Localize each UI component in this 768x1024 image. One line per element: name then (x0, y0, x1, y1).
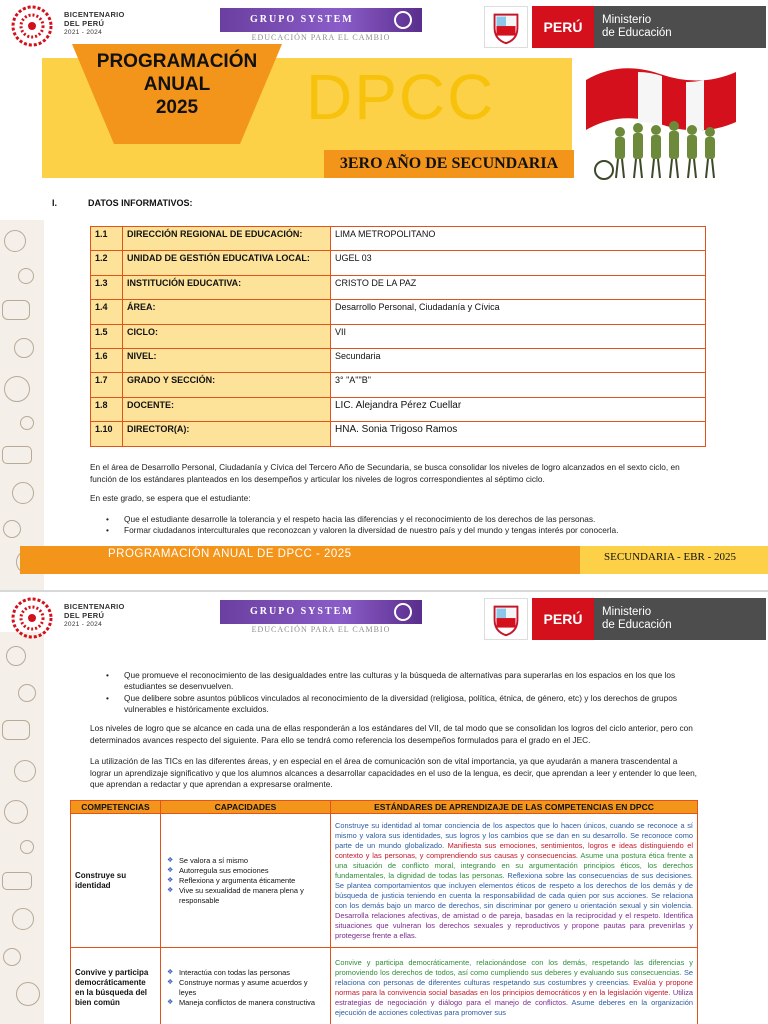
footer-right-text: SECUNDARIA - EBR - 2025 (580, 546, 768, 574)
capacidad-item: ❖ Maneja conflictos de manera constructiva (165, 998, 326, 1008)
grupo-system-name: GRUPO SYSTEM (250, 606, 354, 617)
bicentenario-text (64, 10, 125, 37)
row-label: DIRECTOR(A): (123, 422, 331, 446)
row-label: INSTITUCIÓN EDUCATIVA: (123, 275, 331, 299)
objective-bullet: • Que delibere sobre asuntos públicos vinculados al reconocimiento de la diversidad (religiosa, política, étnica, de género, etc) y los derechos de grupos vulnerables e históricamente excluidos. (90, 693, 700, 715)
ministerio-label (594, 6, 766, 48)
estandar-text (331, 948, 698, 1024)
doodle-border-decoration (0, 632, 44, 1024)
grupo-system-logo-icon (394, 11, 412, 29)
table-row (91, 397, 706, 421)
estandar-segment: Utiliza estrategias de negociación y diálogo para el manejo de conflictos. (335, 987, 693, 1007)
row-number: 1.2 (91, 251, 123, 275)
capacidad-item: ❖ Interactúa con todas las personas (165, 968, 326, 978)
row-number: 1.6 (91, 348, 123, 372)
bicentenario-years: 2021 - 2024 (64, 29, 102, 36)
grupo-system-name: GRUPO SYSTEM (250, 14, 354, 25)
row-value: HNA. Sonia Trigoso Ramos (331, 422, 706, 446)
row-number: 1.5 (91, 324, 123, 348)
subject-title: DPCC (306, 61, 496, 133)
table-row (91, 275, 706, 299)
table-row (91, 300, 706, 324)
grupo-system-banner (220, 600, 422, 624)
row-label: ÁREA: (123, 300, 331, 324)
ministerio-line-2: de Educación (602, 27, 672, 39)
ministerio-label (594, 598, 766, 640)
row-label: GRADO Y SECCIÓN: (123, 373, 331, 397)
intro-bullet: • Formar ciudadanos interculturales que reconozcan y valoren la diversidad de nuestro país y del mundo y tengas interés por conocerla. (90, 525, 706, 536)
row-number: 1.10 (91, 422, 123, 446)
estandar-segment: Asume una postura ética frente a una situación de conflicto moral, integrando en su argumentación principios éticos, los derechos fundamentales, la dignidad de todas las personas. (335, 850, 693, 880)
bicentenario-line-2: DEL PERÚ (64, 611, 105, 620)
estandar-segment: Se relaciona con los demás bajo un marco de derechos, sin discriminar por genero u orientación sexual y sin violencia. (335, 890, 694, 910)
column-header-competencias: COMPETENCIAS (71, 801, 161, 814)
page-footer (20, 546, 768, 574)
section-number: I. (52, 198, 58, 208)
capacidad-item: ❖ Construye normas y asume acuerdos y leyes (165, 978, 326, 998)
section-title: DATOS INFORMATIVOS: (88, 198, 193, 208)
estandar-segment: Manifiesta sus emociones, sentimientos, logros e ideas distinguiendo el contexto y las personas, y comprendiendo sus causas y consecuencias. (335, 840, 693, 860)
peru-flag-crowd-illustration (580, 60, 740, 186)
row-value: 3° "A""B" (331, 373, 706, 397)
estandar-segment: Reflexiona sobre las consecuencias de sus decisiones. Se plantea comportamientos que incluyen elementos éticos de respeto a los derechos de los demás y de búsqueda de justicia teniendo en cuenta la responsabilidad de cada quien por sus acciones. (335, 870, 693, 900)
intro-paragraph-1: En el área de Desarrollo Personal, Ciudadanía y Cívica del Tercero Año de Secundaria, se busca consolidar los niveles de logro alcanzados en el sexto ciclo, en función de los estándares planteados en los desempeños y articular los niveles de logros correspondientes al séptimo ciclo. (90, 462, 680, 484)
competencias-table (70, 800, 698, 1024)
peru-shield-icon (484, 598, 528, 640)
estandar-segment: Se relaciona con personas de diferentes culturas respetando sus costumbres y creencias. (335, 967, 693, 987)
minedu-logo (476, 6, 766, 48)
peru-label: PERÚ (532, 598, 594, 640)
estandar-segment: Desarrolla relaciones afectivas, de amistad o de pareja, basadas en la reciprocidad y el respeto. Identifica situaciones que vulneran los derechos sexuales y reproductivos y propone pautas para prevenirlas y protegerse frente a ellas. (335, 910, 693, 940)
program-title-line-1: PROGRAMACIÓN (96, 51, 258, 72)
bicentenario-logo-icon (8, 596, 56, 640)
estandar-segment: Construye su identidad al tomar conciencia de los aspectos que lo hacen únicos, cuando se reconoce a sí mismo y valora sus identidades, sus logros y los cambios que se dan en su desarrollo. Se reconoce como parte de un mundo globalizado. (335, 820, 693, 850)
bicentenario-logo-icon (8, 4, 56, 48)
doodle-border-decoration (0, 220, 44, 590)
row-number: 1.8 (91, 397, 123, 421)
peru-label: PERÚ (532, 6, 594, 48)
grupo-system-tagline: EDUCACIÓN PARA EL CAMBIO (251, 33, 391, 42)
row-value: Secundaria (331, 348, 706, 372)
ministerio-line-2: de Educación (602, 619, 672, 631)
row-number: 1.3 (91, 275, 123, 299)
bicentenario-line-1: BICENTENARIO (64, 602, 125, 611)
row-label: DIRECCIÓN REGIONAL DE EDUCACIÓN: (123, 227, 331, 251)
table-row (91, 251, 706, 275)
competencia-name: Construye su identidad (71, 814, 161, 948)
estandar-segment: Convive y participa democráticamente, relacionándose con los demás, respetando las diferencias y promoviendo los derechos de todos, así como cumpliendo sus deberes y evaluando sus consecuencias. (335, 957, 693, 977)
capacidades-list (161, 814, 331, 948)
peru-shield-icon (484, 6, 528, 48)
row-number: 1.1 (91, 227, 123, 251)
capacidad-item: ❖ Vive su sexualidad de manera plena y responsable (165, 886, 326, 906)
grade-label: 3ERO AÑO DE SECUNDARIA (324, 150, 574, 178)
grupo-system-logo-icon (394, 603, 412, 621)
intro-bullet: • Que el estudiante desarrolle la tolerancia y el respeto hacia las diferencias y el reconocimiento de los derechos de las personas. (90, 514, 706, 525)
column-header-capacidades: CAPACIDADES (161, 801, 331, 814)
objective-bullet: • Que promueve el reconocimiento de las desigualdades entre las culturas y la búsqueda de alternativas para superarlas en los espacios en los que los estudiantes se desenvuelven. (90, 670, 700, 692)
column-header-estandares: ESTÁNDARES DE APRENDIZAJE DE LAS COMPETENCIAS EN DPCC (331, 801, 698, 814)
capacidad-item: ❖ Se valora a sí mismo (165, 856, 326, 866)
estandar-segment: Evalúa y propone normas para la convivencia social basadas en los principios democráticos y en la legislación vigente. (335, 977, 693, 997)
minedu-logo (476, 598, 766, 640)
intro-paragraph-2: En este grado, se espera que el estudiante: (90, 493, 251, 503)
bicentenario-text (64, 602, 125, 629)
row-label: NIVEL: (123, 348, 331, 372)
row-label: DOCENTE: (123, 397, 331, 421)
program-title-line-3: 2025 (155, 97, 199, 118)
tics-paragraph: La utilización de las TICs en las diferentes áreas, y en especial en el área de comunicación son de vital importancia, ya que ayudarán a manera trascendental a lograr un aprendizaje significativo y que los alumnos alcances a desarrollar capacidades en el uso de la lengua, es decir, que aprendan a leer y entender lo que leen, que aprendan a redactar y que aprendan a expresarse oralmente. (90, 756, 697, 789)
row-value: Desarrollo Personal, Ciudadanía y Cívica (331, 300, 706, 324)
grupo-system-tagline: EDUCACIÓN PARA EL CAMBIO (251, 625, 391, 634)
bicentenario-line-2: DEL PERÚ (64, 19, 105, 28)
grupo-system-banner (220, 8, 422, 32)
table-row (91, 422, 706, 446)
row-value: CRISTO DE LA PAZ (331, 275, 706, 299)
table-header-row (71, 801, 698, 814)
document-page-2 (0, 592, 768, 1024)
row-number: 1.7 (91, 373, 123, 397)
bicentenario-years: 2021 - 2024 (64, 621, 102, 628)
table-row (91, 348, 706, 372)
table-row (91, 227, 706, 251)
row-value: LIC. Alejandra Pérez Cuellar (331, 397, 706, 421)
capacidades-list (161, 948, 331, 1024)
ministerio-line-1: Ministerio (602, 606, 652, 618)
estandar-segment: Asume deberes en la organización ejecución de acciones colectivas para promover sus (335, 997, 693, 1017)
table-row (71, 814, 698, 948)
row-number: 1.4 (91, 300, 123, 324)
table-row (71, 948, 698, 1024)
page-header (0, 592, 768, 644)
table-row (91, 373, 706, 397)
row-value: UGEL 03 (331, 251, 706, 275)
bicentenario-line-1: BICENTENARIO (64, 10, 125, 19)
competencia-name: Convive y participa democráticamente en la búsqueda del bien común (71, 948, 161, 1024)
row-value: VII (331, 324, 706, 348)
row-value: LIMA METROPOLITANO (331, 227, 706, 251)
logros-paragraph: Los niveles de logro que se alcance en cada una de ellas responderán a los estándares del VII, de tal modo que se consolidan los logros del ciclo anterior, pero con determinados avances respecto del siguiente. Para ello se tendrá como referencia los desempeños formulados para el grado en el JEC. (90, 723, 693, 745)
table-row (91, 324, 706, 348)
program-title (72, 50, 282, 119)
capacidad-item: ❖ Autorregula sus emociones (165, 866, 326, 876)
row-label: CICLO: (123, 324, 331, 348)
datos-informativos-table (90, 226, 706, 447)
ministerio-line-1: Ministerio (602, 14, 652, 26)
footer-left-text: PROGRAMACIÓN ANUAL DE DPCC - 2025 (20, 546, 580, 574)
capacidad-item: ❖ Reflexiona y argumenta éticamente (165, 876, 326, 886)
program-title-line-2: ANUAL (143, 74, 211, 95)
row-label: UNIDAD DE GESTIÓN EDUCATIVA LOCAL: (123, 251, 331, 275)
estandar-text (331, 814, 698, 948)
